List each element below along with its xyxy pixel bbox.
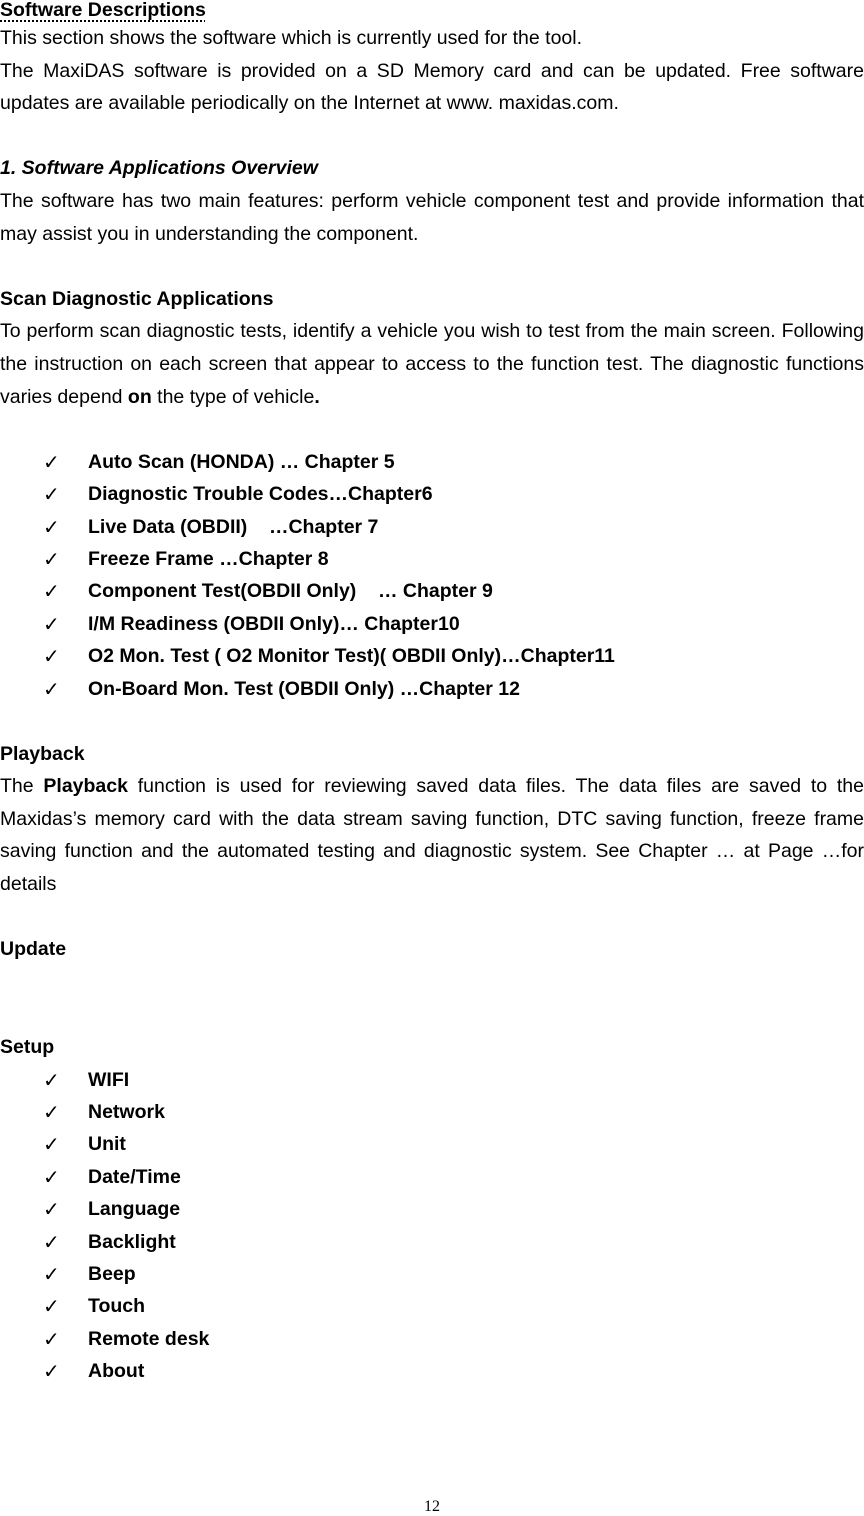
- list-item-label: Freeze Frame …Chapter 8: [88, 547, 329, 570]
- playback-heading: Playback: [0, 742, 85, 765]
- list-item: [0, 478, 864, 510]
- checkmark-icon: ✓: [43, 1229, 60, 1254]
- list-item: [0, 1128, 864, 1160]
- checkmark-icon: ✓: [43, 611, 60, 636]
- spacer: [0, 250, 864, 283]
- scan-paragraph: [0, 315, 864, 413]
- list-item: [0, 1355, 864, 1387]
- list-item-label: Backlight: [88, 1230, 176, 1253]
- list-item-label: Network: [88, 1100, 165, 1123]
- list-item: [0, 543, 864, 575]
- list-item: [0, 1064, 864, 1096]
- checkmark-icon: ✓: [43, 644, 60, 669]
- update-heading: Update: [0, 938, 67, 961]
- list-item-label: Remote desk: [88, 1327, 210, 1350]
- page-number: 12: [424, 1498, 440, 1515]
- checkmark-icon: ✓: [43, 1261, 60, 1286]
- list-item-label: WIFI: [88, 1068, 130, 1091]
- list-item-label: About: [88, 1360, 145, 1383]
- list-item: [0, 1161, 864, 1193]
- checkmark-icon: ✓: [43, 1326, 60, 1351]
- list-item-label: Touch: [88, 1295, 146, 1318]
- playback-paragraph: [0, 770, 864, 900]
- list-item-label: On-Board Mon. Test (OBDII Only) …Chapter 12: [88, 677, 520, 700]
- playback-text-prefix: The: [0, 775, 44, 798]
- intro-paragraph: The MaxiDAS software is provided on a SD Memory card and can be updated. Free software updates are available periodically on the Internet at www. maxidas.com.: [0, 59, 864, 115]
- spacer: [0, 966, 864, 999]
- list-item: [0, 608, 864, 640]
- spacer: [0, 998, 864, 1031]
- checkmark-icon: ✓: [43, 546, 60, 571]
- list-item: [0, 1323, 864, 1355]
- playback-text-bold: Playback: [43, 775, 128, 798]
- list-item: [0, 1258, 864, 1290]
- list-item-label: Beep: [88, 1262, 136, 1285]
- list-item: [0, 575, 864, 607]
- list-item-label: I/M Readiness (OBDII Only)… Chapter10: [88, 612, 460, 635]
- list-item: [0, 1226, 864, 1258]
- scan-text-part2: the type of vehicle: [151, 385, 315, 408]
- checkmark-icon: ✓: [43, 1359, 60, 1384]
- list-item: [0, 673, 864, 705]
- list-item-label: Component Test(OBDII Only) … Chapter 9: [88, 580, 493, 603]
- list-item: [0, 1096, 864, 1128]
- scan-text-part1: To perform scan diagnostic tests, identify a vehicle you wish to test from the main screen. Following the instruction on each screen that appear to access to the function test. The diagnostic functions varies depend: [0, 320, 864, 408]
- setup-list: [0, 1064, 864, 1388]
- list-item-label: Language: [88, 1198, 181, 1221]
- list-item-label: O2 Mon. Test ( O2 Monitor Test)( OBDII Only)…Chapter11: [88, 645, 615, 668]
- spacer: [0, 120, 864, 153]
- scan-heading: Scan Diagnostic Applications: [0, 287, 274, 310]
- list-item: [0, 1290, 864, 1322]
- list-item-label: Auto Scan (HONDA) … Chapter 5: [88, 450, 395, 473]
- list-item-label: Live Data (OBDII) …Chapter 7: [88, 515, 379, 538]
- list-item: [0, 511, 864, 543]
- spacer: [0, 901, 864, 934]
- list-item: [0, 640, 864, 672]
- overview-heading: 1. Software Applications Overview: [0, 157, 318, 180]
- playback-text-rest: function is used for reviewing saved data files. The data files are saved to the Maxidas’s memory card with the data stream saving function, DTC saving function, freeze frame saving function and the automated testing and diagnostic system. See Chapter … at Page …for details: [0, 775, 864, 895]
- intro-line: This section shows the software which is currently used for the tool.: [0, 27, 583, 49]
- spacer: [0, 705, 864, 738]
- checkmark-icon: ✓: [43, 579, 60, 604]
- checkmark-icon: ✓: [43, 676, 60, 701]
- overview-paragraph: The software has two main features: perform vehicle component test and provide information that may assist you in understanding the component.: [0, 189, 864, 245]
- checkmark-icon: ✓: [43, 1164, 60, 1189]
- checkmark-icon: ✓: [43, 1099, 60, 1124]
- checkmark-icon: ✓: [43, 1294, 60, 1319]
- checkmark-icon: ✓: [43, 482, 60, 507]
- checkmark-icon: ✓: [43, 1197, 60, 1222]
- list-item-label: Date/Time: [88, 1165, 181, 1188]
- scan-function-list: [0, 446, 864, 705]
- scan-text-end: .: [314, 385, 320, 408]
- section-title: Software Descriptions: [0, 0, 206, 21]
- list-item-label: Unit: [88, 1133, 126, 1156]
- checkmark-icon: ✓: [43, 514, 60, 539]
- setup-heading: Setup: [0, 1035, 55, 1058]
- list-item: [0, 1193, 864, 1225]
- spacer: [0, 413, 864, 446]
- list-item-label: Diagnostic Trouble Codes…Chapter6: [88, 483, 433, 506]
- checkmark-icon: ✓: [43, 1132, 60, 1157]
- checkmark-icon: ✓: [43, 449, 60, 474]
- scan-text-bold: on: [127, 385, 152, 408]
- list-item: [0, 446, 864, 478]
- checkmark-icon: ✓: [43, 1067, 60, 1092]
